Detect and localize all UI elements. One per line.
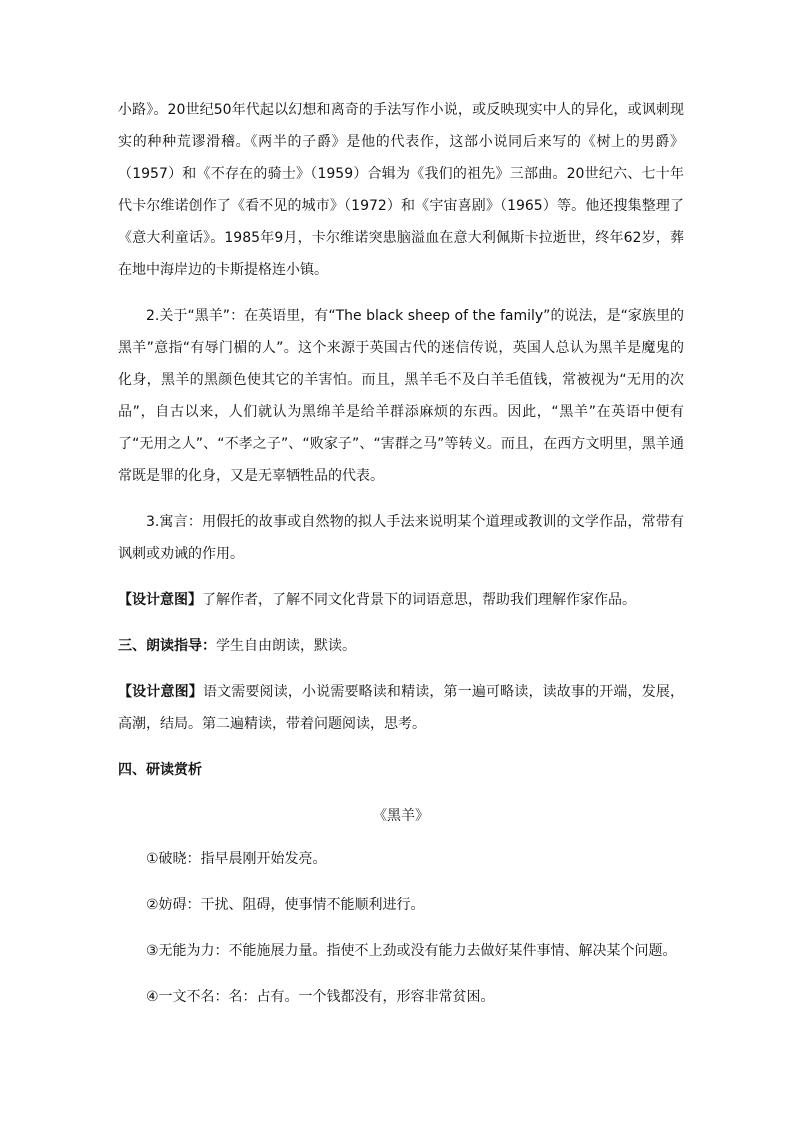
design-intent-1 [118, 584, 684, 616]
design-intent-2 [118, 676, 684, 740]
reading-guidance-text: 学生自由朗读，默读。 [216, 638, 356, 654]
article-title: 《黑羊》 [373, 808, 429, 824]
section-heading-4: 四、研读赏析 [118, 762, 202, 778]
vocabulary-notes [118, 836, 684, 1020]
reading-guidance-section [118, 630, 684, 662]
author-bio-paragraph: 小路》。20世纪50年代起以幻想和离奇的手法写作小说，或反映现实中人的异化，或讽刺现实的种种荒谬滑稽。《两半的子爵》是他的代表作，这部小说同后来写的《树上的男爵》（1957）和《不存在的骑士》（1959）合辑为《我们的祖先》三部曲。20世纪六、七十年代卡尔维诺创作了《看不见的城市》（1972）和《宇宙喜剧》（1965）等。他还搜集整理了《意大利童话》。1985年9月，卡尔维诺突患脑溢血在意大利佩斯卡拉逝世，终年62岁，葬在地中海岸边的卡斯提格连小镇。 [118, 102, 684, 278]
fable-definition-paragraph: 3.寓言：用假托的故事或自然物的拟人手法来说明某个道理或教训的文学作品，常带有讽刺或劝诫的作用。 [118, 514, 684, 562]
section-heading-3: 三、朗读指导： [118, 638, 216, 654]
design-intent-label: 【设计意图】 [118, 684, 203, 700]
vocab-note: ③无能为力：不能施展力量。指使不上劲或没有能力去做好某件事情、解决某个问题。 [146, 943, 677, 959]
design-intent-text: 语文需要阅读，小说需要略读和精读，第一遍可略读，读故事的开端，发展，高潮，结局。第二遍精读，带着问题阅读，思考。 [118, 684, 685, 732]
black-sheep-note-paragraph: 2.关于“黑羊”：在英语里，有“The black sheep of the family”的说法，是“家族里的黑羊”意指“有辱门楣的人”。这个来源于英国古代的迷信传说，英国人总认为黑羊是魔鬼的化身，黑羊的黑颜色使其它的羊害怕。而且，黑羊毛不及白羊毛值钱，常被视为“无用的次品”，自古以来，人们就认为黑绵羊是给羊群添麻烦的东西。因此，“黑羊”在英语中便有了“无用之人”、“不孝之子”、“败家子”、“害群之马”等转义。而且，在西方文明里，黑羊通常既是罪的化身，又是无辜牺牲品的代表。 [118, 308, 684, 484]
vocab-note: ①破晓：指早晨刚开始发亮。 [146, 851, 327, 867]
vocab-note: ②妨碍：干扰、阻碍，使事情不能顺利进行。 [146, 897, 425, 913]
design-intent-text: 了解作者，了解不同文化背景下的词语意思，帮助我们理解作家作品。 [202, 592, 636, 608]
design-intent-label: 【设计意图】 [118, 592, 202, 608]
vocab-note: ④一文不名：名：占有。一个钱都没有，形容非常贫困。 [146, 989, 495, 1005]
